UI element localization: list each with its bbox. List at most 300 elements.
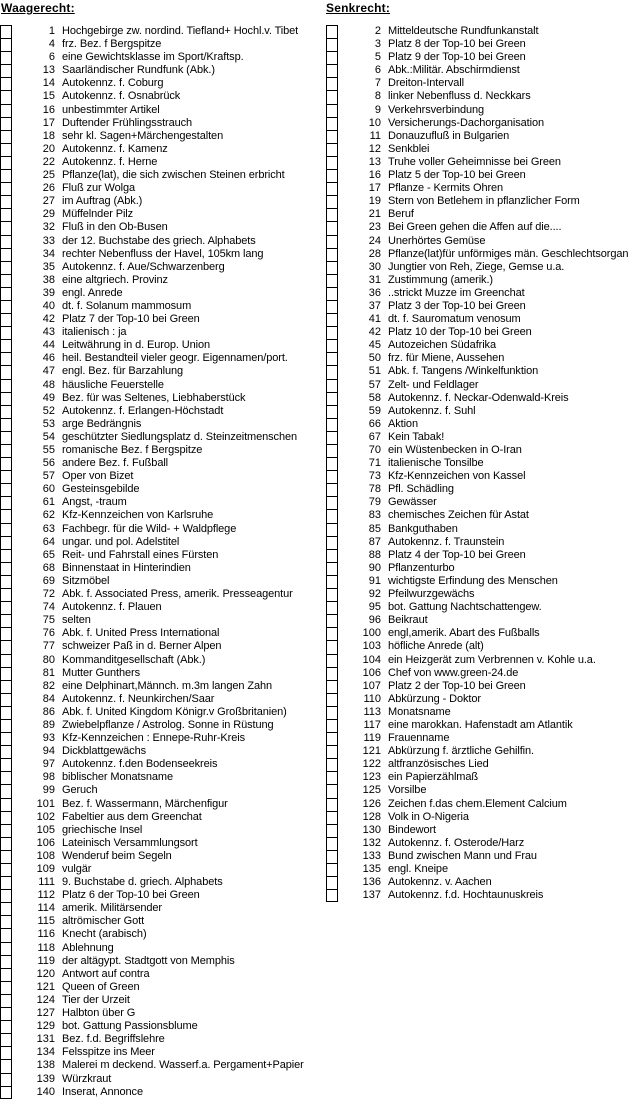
answer-checkbox[interactable] — [0, 667, 12, 680]
down-clue-row — [326, 523, 630, 536]
clue-number: 53 — [42, 417, 55, 430]
across-clue-row — [0, 889, 315, 902]
down-clue-row — [326, 667, 630, 680]
answer-checkbox[interactable] — [0, 784, 12, 797]
clue-text: Autokennz. f. Coburg — [62, 77, 164, 90]
clue-text: höfliche Anrede (alt) — [388, 640, 484, 653]
across-clue-row — [0, 706, 315, 719]
clue-text: Duftender Frühlingsstrauch — [62, 116, 193, 129]
answer-checkbox[interactable] — [0, 863, 12, 876]
clue-text: Müffelnder Pilz — [62, 208, 134, 221]
clue-number: 5 — [374, 51, 381, 64]
answer-checkbox[interactable] — [326, 824, 338, 837]
across-clue-row — [0, 51, 315, 64]
across-clue-row — [0, 850, 315, 863]
answer-checkbox[interactable] — [326, 117, 338, 130]
clue-text: Fluß zur Wolga — [62, 182, 135, 195]
across-clue-row — [0, 876, 315, 889]
answer-checkbox[interactable] — [0, 1059, 12, 1072]
answer-checkbox[interactable] — [0, 444, 12, 457]
across-clue-row — [0, 221, 315, 234]
answer-checkbox[interactable] — [326, 837, 338, 850]
across-clue-row — [0, 405, 315, 418]
clue-number: 21 — [368, 208, 381, 221]
answer-checkbox[interactable] — [326, 640, 338, 653]
clue-number: 84 — [42, 692, 55, 705]
answer-checkbox[interactable] — [0, 379, 12, 392]
answer-checkbox[interactable] — [0, 562, 12, 575]
clue-number: 50 — [368, 352, 381, 365]
clue-number: 136 — [362, 876, 381, 889]
clue-text: Fachbegr. für die Wild- + Waldpflege — [62, 522, 237, 535]
clue-text: Hochgebirge zw. nordind. Tiefland+ Hochl.v. Tibet — [62, 25, 299, 37]
clue-text: Autokennz. f. Osnabrück — [62, 90, 181, 103]
across-clue-row — [0, 928, 315, 941]
across-clue-row — [0, 745, 315, 758]
answer-checkbox[interactable] — [326, 326, 338, 339]
answer-checkbox[interactable] — [0, 994, 12, 1007]
across-clue-row — [0, 38, 315, 51]
clue-number: 44 — [42, 339, 55, 352]
answer-checkbox[interactable] — [0, 221, 12, 234]
clue-number: 103 — [362, 640, 381, 653]
across-clue-row — [0, 483, 315, 496]
answer-checkbox[interactable] — [326, 25, 338, 38]
answer-checkbox[interactable] — [326, 470, 338, 483]
answer-checkbox[interactable] — [0, 968, 12, 981]
clue-text: heil. Bestandteil vieler geogr. Eigennamen/port. — [62, 352, 288, 365]
answer-checkbox[interactable] — [326, 130, 338, 143]
answer-checkbox[interactable] — [326, 379, 338, 392]
answer-checkbox[interactable] — [326, 509, 338, 522]
answer-checkbox[interactable] — [326, 313, 338, 326]
down-clue-row — [326, 771, 630, 784]
clue-text: Gewässer — [388, 496, 437, 509]
across-clue-row — [0, 208, 315, 221]
answer-checkbox[interactable] — [326, 667, 338, 680]
answer-checkbox[interactable] — [326, 143, 338, 156]
answer-checkbox[interactable] — [0, 876, 12, 889]
clue-text: Autokennz. f. Suhl — [388, 404, 476, 417]
answer-checkbox[interactable] — [0, 496, 12, 509]
answer-checkbox[interactable] — [0, 536, 12, 549]
clue-number: 9 — [374, 103, 381, 116]
answer-checkbox[interactable] — [326, 457, 338, 470]
clue-text: altrömischer Gott — [62, 915, 145, 928]
answer-checkbox[interactable] — [326, 758, 338, 771]
answer-checkbox[interactable] — [0, 431, 12, 444]
answer-checkbox[interactable] — [326, 549, 338, 562]
across-clue-row — [0, 968, 315, 981]
clue-number: 122 — [362, 758, 381, 771]
answer-checkbox[interactable] — [326, 274, 338, 287]
across-clue-row — [0, 680, 315, 693]
clue-text: Platz 5 der Top-10 bei Green — [388, 169, 526, 182]
across-clue-row — [0, 195, 315, 208]
clue-text: bot. Gattung Passionsblume — [62, 1020, 198, 1033]
answer-checkbox[interactable] — [326, 169, 338, 182]
clue-text: Mitteldeutsche Rundfunkanstalt — [388, 25, 539, 37]
answer-checkbox[interactable] — [0, 457, 12, 470]
answer-checkbox[interactable] — [326, 732, 338, 745]
answer-checkbox[interactable] — [326, 392, 338, 405]
clue-number: 75 — [42, 614, 55, 627]
answer-checkbox[interactable] — [0, 274, 12, 287]
answer-checkbox[interactable] — [0, 38, 12, 51]
down-clue-row — [326, 693, 630, 706]
clue-number: 66 — [368, 417, 381, 430]
answer-checkbox[interactable] — [326, 614, 338, 627]
across-clue-row — [0, 339, 315, 352]
clue-number: 35 — [42, 260, 55, 273]
answer-checkbox[interactable] — [0, 680, 12, 693]
clue-number: 134 — [36, 1046, 55, 1059]
answer-checkbox[interactable] — [0, 339, 12, 352]
down-clue-row — [326, 313, 630, 326]
across-clue-row — [0, 300, 315, 313]
across-clue-row — [0, 811, 315, 824]
across-clue-row — [0, 25, 315, 38]
answer-checkbox[interactable] — [326, 261, 338, 274]
answer-checkbox[interactable] — [0, 1007, 12, 1020]
clue-text: Pflanze - Kermits Ohren — [388, 182, 504, 195]
clue-text: Autokennz. f. Plauen — [62, 601, 162, 614]
answer-checkbox[interactable] — [326, 588, 338, 601]
clue-text: Dickblattgewächs — [62, 745, 146, 758]
answer-checkbox[interactable] — [0, 117, 12, 130]
answer-checkbox[interactable] — [326, 208, 338, 221]
answer-checkbox[interactable] — [0, 640, 12, 653]
clue-text: Platz 4 der Top-10 bei Green — [388, 548, 526, 561]
across-clue-row — [0, 601, 315, 614]
clue-text: Bez. für was Seltenes, Liebhaberstück — [62, 391, 246, 404]
clue-text: Unerhörtes Gemüse — [388, 234, 486, 247]
answer-checkbox[interactable] — [326, 405, 338, 418]
clue-text: häusliche Feuerstelle — [62, 378, 164, 391]
down-clue-row — [326, 824, 630, 837]
answer-checkbox[interactable] — [0, 1086, 12, 1099]
clue-text: Kfz-Kennzeichen von Karlsruhe — [62, 509, 214, 522]
clue-text: Zwiebelpflanze / Astrolog. Sonne in Rüstung — [62, 718, 274, 731]
answer-checkbox[interactable] — [0, 758, 12, 771]
down-clue-row — [326, 798, 630, 811]
clue-number: 16 — [42, 103, 55, 116]
answer-checkbox[interactable] — [0, 156, 12, 169]
down-clue-row — [326, 654, 630, 667]
clue-number: 60 — [42, 483, 55, 496]
answer-checkbox[interactable] — [0, 627, 12, 640]
answer-checkbox[interactable] — [0, 365, 12, 378]
answer-checkbox[interactable] — [0, 300, 12, 313]
across-clue-row — [0, 274, 315, 287]
answer-checkbox[interactable] — [0, 523, 12, 536]
across-clue-row — [0, 536, 315, 549]
clue-text: ein Wüstenbecken in O-Iran — [388, 444, 522, 456]
down-clue-row — [326, 614, 630, 627]
answer-checkbox[interactable] — [0, 798, 12, 811]
answer-checkbox[interactable] — [0, 261, 12, 274]
answer-checkbox[interactable] — [326, 104, 338, 117]
clue-text: Autokennz. f. Erlangen-Höchstadt — [62, 404, 224, 417]
clue-text: Platz 7 der Top-10 bei Green — [62, 313, 200, 326]
answer-checkbox[interactable] — [326, 654, 338, 667]
clue-number: 13 — [42, 64, 55, 77]
answer-checkbox[interactable] — [0, 77, 12, 90]
answer-checkbox[interactable] — [0, 143, 12, 156]
down-clue-row — [326, 51, 630, 64]
clue-text: Felsspitze ins Meer — [62, 1046, 155, 1059]
clue-number: 114 — [37, 902, 55, 915]
clue-text: Platz 8 der Top-10 bei Green — [388, 38, 526, 51]
clue-number: 18 — [42, 129, 55, 142]
clue-text: Autokennz. f. Aue/Schwarzenberg — [62, 260, 225, 273]
clue-text: Inserat, Annonce — [62, 1085, 143, 1098]
answer-checkbox[interactable] — [0, 130, 12, 143]
answer-checkbox[interactable] — [326, 745, 338, 758]
answer-checkbox[interactable] — [326, 156, 338, 169]
clue-number: 16 — [368, 169, 381, 182]
answer-checkbox[interactable] — [326, 221, 338, 234]
answer-checkbox[interactable] — [0, 64, 12, 77]
answer-checkbox[interactable] — [0, 392, 12, 405]
answer-checkbox[interactable] — [326, 536, 338, 549]
clue-number: 106 — [36, 836, 55, 849]
clue-number: 57 — [368, 378, 381, 391]
down-clue-row — [326, 261, 630, 274]
answer-checkbox[interactable] — [0, 928, 12, 941]
answer-checkbox[interactable] — [0, 955, 12, 968]
down-clue-row — [326, 156, 630, 169]
clue-number: 123 — [362, 771, 381, 784]
answer-checkbox[interactable] — [0, 915, 12, 928]
across-clue-row — [0, 627, 315, 640]
down-clue-row — [326, 287, 630, 300]
clue-text: geschützter Siedlungsplatz d. Steinzeitmenschen — [62, 430, 297, 443]
answer-checkbox[interactable] — [0, 732, 12, 745]
clue-number: 86 — [42, 705, 55, 718]
across-clue-row — [0, 90, 315, 103]
answer-checkbox[interactable] — [0, 470, 12, 483]
answer-checkbox[interactable] — [326, 431, 338, 444]
answer-checkbox[interactable] — [0, 235, 12, 248]
down-clue-row — [326, 339, 630, 352]
answer-checkbox[interactable] — [326, 64, 338, 77]
clue-number: 83 — [368, 509, 381, 522]
answer-checkbox[interactable] — [0, 208, 12, 221]
clue-text: italienisch : ja — [62, 326, 127, 339]
answer-checkbox[interactable] — [0, 549, 12, 562]
answer-checkbox[interactable] — [0, 745, 12, 758]
answer-checkbox[interactable] — [0, 51, 12, 64]
answer-checkbox[interactable] — [326, 182, 338, 195]
answer-checkbox[interactable] — [0, 771, 12, 784]
clue-number: 78 — [368, 483, 381, 496]
clue-text: der altägypt. Stadtgott von Memphis — [62, 954, 235, 967]
answer-checkbox[interactable] — [326, 287, 338, 300]
answer-checkbox[interactable] — [0, 811, 12, 824]
clue-text: Mutter Gunthers — [62, 666, 140, 679]
across-clue-row — [0, 313, 315, 326]
answer-checkbox[interactable] — [0, 248, 12, 261]
clue-number: 2 — [374, 25, 381, 37]
answer-checkbox[interactable] — [326, 365, 338, 378]
clue-number: 8 — [374, 90, 381, 103]
down-clue-row — [326, 182, 630, 195]
answer-checkbox[interactable] — [326, 38, 338, 51]
answer-checkbox[interactable] — [326, 876, 338, 889]
clue-text: Platz 3 der Top-10 bei Green — [388, 299, 526, 312]
answer-checkbox[interactable] — [0, 942, 12, 955]
answer-checkbox[interactable] — [0, 483, 12, 496]
clue-number: 111 — [38, 876, 55, 889]
clue-text: Autokennz. f.d. Hochtaunuskreis — [388, 889, 544, 902]
clue-text: Abkürzung - Doktor — [388, 692, 481, 705]
clue-text: griechische Insel — [62, 823, 143, 836]
clue-text: Zeichen f.das chem.Element Calcium — [388, 797, 567, 810]
answer-checkbox[interactable] — [0, 654, 12, 667]
answer-checkbox[interactable] — [326, 444, 338, 457]
clue-number: 129 — [36, 1020, 55, 1033]
answer-checkbox[interactable] — [0, 837, 12, 850]
clue-number: 63 — [42, 522, 55, 535]
answer-checkbox[interactable] — [326, 418, 338, 431]
down-clue-row — [326, 876, 630, 889]
answer-checkbox[interactable] — [326, 784, 338, 797]
clue-number: 77 — [42, 640, 55, 653]
answer-checkbox[interactable] — [0, 104, 12, 117]
answer-checkbox[interactable] — [0, 824, 12, 837]
answer-checkbox[interactable] — [0, 719, 12, 732]
clue-text: 9. Buchstabe d. griech. Alphabets — [62, 876, 223, 889]
answer-checkbox[interactable] — [326, 627, 338, 640]
across-clue-row — [0, 326, 315, 339]
clue-number: 4 — [48, 38, 55, 51]
down-clue-row — [326, 104, 630, 117]
clue-text: Vorsilbe — [388, 784, 427, 797]
answer-checkbox[interactable] — [326, 889, 338, 902]
answer-checkbox[interactable] — [326, 77, 338, 90]
down-clue-row — [326, 248, 630, 261]
answer-checkbox[interactable] — [326, 483, 338, 496]
answer-checkbox[interactable] — [326, 300, 338, 313]
clue-text: Versicherungs-Dachorganisation — [388, 116, 544, 129]
answer-checkbox[interactable] — [0, 1033, 12, 1046]
answer-checkbox[interactable] — [0, 418, 12, 431]
across-clue-row — [0, 562, 315, 575]
clue-text: arge Bedrängnis — [62, 417, 142, 430]
answer-checkbox[interactable] — [0, 287, 12, 300]
clue-text: Fluß in den Ob-Busen — [62, 221, 168, 234]
answer-checkbox[interactable] — [0, 706, 12, 719]
clue-number: 116 — [37, 928, 55, 941]
clue-text: amerik. Militärsender — [62, 902, 162, 915]
clue-number: 6 — [374, 64, 381, 77]
answer-checkbox[interactable] — [326, 496, 338, 509]
answer-checkbox[interactable] — [0, 405, 12, 418]
clue-number: 3 — [374, 38, 381, 51]
answer-checkbox[interactable] — [326, 771, 338, 784]
answer-checkbox[interactable] — [0, 889, 12, 902]
clue-number: 15 — [42, 90, 55, 103]
answer-checkbox[interactable] — [326, 693, 338, 706]
answer-checkbox[interactable] — [326, 850, 338, 863]
answer-checkbox[interactable] — [0, 1020, 12, 1033]
answer-checkbox[interactable] — [326, 352, 338, 365]
answer-checkbox[interactable] — [0, 195, 12, 208]
answer-checkbox[interactable] — [326, 575, 338, 588]
clue-number: 45 — [368, 339, 381, 352]
answer-checkbox[interactable] — [326, 798, 338, 811]
down-clue-row — [326, 300, 630, 313]
across-clue-row — [0, 719, 315, 732]
answer-checkbox[interactable] — [326, 195, 338, 208]
answer-checkbox[interactable] — [0, 850, 12, 863]
answer-checkbox[interactable] — [326, 339, 338, 352]
answer-checkbox[interactable] — [0, 1046, 12, 1059]
answer-checkbox[interactable] — [326, 680, 338, 693]
answer-checkbox[interactable] — [0, 352, 12, 365]
answer-checkbox[interactable] — [0, 902, 12, 915]
down-clue-row — [326, 496, 630, 509]
clue-number: 117 — [363, 718, 381, 731]
answer-checkbox[interactable] — [326, 90, 338, 103]
answer-checkbox[interactable] — [0, 326, 12, 339]
answer-checkbox[interactable] — [0, 614, 12, 627]
answer-checkbox[interactable] — [0, 1073, 12, 1086]
answer-checkbox[interactable] — [0, 25, 12, 38]
across-clue-row — [0, 994, 315, 1007]
answer-checkbox[interactable] — [326, 601, 338, 614]
answer-checkbox[interactable] — [326, 523, 338, 536]
answer-checkbox[interactable] — [326, 51, 338, 64]
across-clue-row — [0, 1073, 315, 1086]
answer-checkbox[interactable] — [326, 562, 338, 575]
answer-checkbox[interactable] — [0, 693, 12, 706]
answer-checkbox[interactable] — [0, 182, 12, 195]
answer-checkbox[interactable] — [0, 169, 12, 182]
clue-text: Senkblei — [388, 142, 430, 155]
down-clue-row — [326, 457, 630, 470]
across-clue-row — [0, 470, 315, 483]
answer-checkbox[interactable] — [326, 719, 338, 732]
clue-text: Oper von Bizet — [62, 470, 134, 483]
down-clue-row — [326, 837, 630, 850]
answer-checkbox[interactable] — [0, 90, 12, 103]
answer-checkbox[interactable] — [0, 601, 12, 614]
clue-number: 67 — [368, 430, 381, 443]
answer-checkbox[interactable] — [0, 313, 12, 326]
clue-number: 14 — [42, 77, 55, 90]
answer-checkbox[interactable] — [0, 588, 12, 601]
down-clue-row — [326, 732, 630, 745]
clue-number: 110 — [363, 692, 381, 705]
clue-text: Frauenname — [388, 732, 450, 745]
answer-checkbox[interactable] — [0, 509, 12, 522]
answer-checkbox[interactable] — [326, 863, 338, 876]
clue-text: eine Delphinart,Männch. m.3m langen Zahn — [62, 679, 273, 692]
across-clue-row — [0, 837, 315, 850]
answer-checkbox[interactable] — [0, 981, 12, 994]
answer-checkbox[interactable] — [0, 575, 12, 588]
across-clue-row — [0, 667, 315, 680]
answer-checkbox[interactable] — [326, 235, 338, 248]
answer-checkbox[interactable] — [326, 248, 338, 261]
answer-checkbox[interactable] — [326, 811, 338, 824]
answer-checkbox[interactable] — [326, 706, 338, 719]
clue-number: 107 — [362, 679, 381, 692]
down-clue-row — [326, 392, 630, 405]
across-clue-row — [0, 235, 315, 248]
